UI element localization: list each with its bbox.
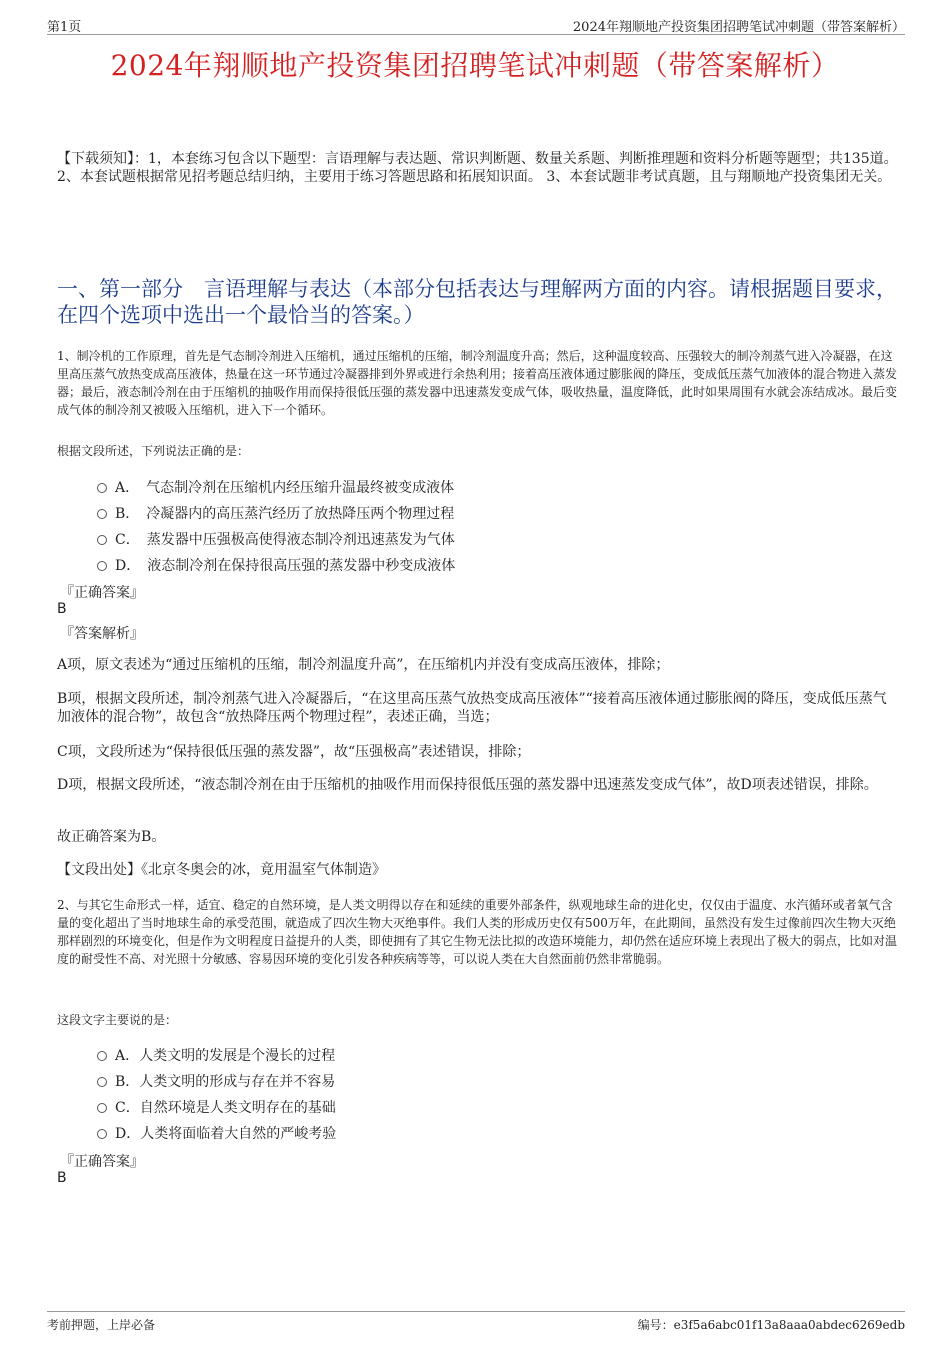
radio-icon[interactable] — [97, 1103, 107, 1113]
section-heading: 一、第一部分 言语理解与表达（本部分包括表达与理解两方面的内容。请根据题目要求，在四个选项中选出一个最恰当的答案。） — [57, 277, 897, 327]
download-notice: 【下载须知】：1，本套练习包含以下题型：言语理解与表达题、常识判断题、数量关系题、判断推理题和资料分析题等题型；共135道。 2、本套试题根据常见招考题总结归纳，主要用于练习答题思路和拓展知识面。 3、本套试题非考试真题，且与翔顺地产投资集团无关。 — [57, 151, 898, 185]
question-1-analysis-label: 『答案解析』 — [60, 626, 144, 642]
question-1-analysis-b: B项，根据文段所述，制冷剂蒸气进入冷凝器后，“在这里高压蒸气放热变成高压液体”“接着高压液体通过膨胀阀的降压，变成低压蒸气加液体的混合物”，故包含“放热降压两个物理过程”，表述正确，当选； — [57, 691, 887, 725]
question-1-analysis-c: C项，文段所述为“保持很低压强的蒸发器”，故“压强极高”表述错误，排除； — [57, 744, 531, 760]
question-2-answer-label: 『正确答案』 — [60, 1154, 144, 1170]
question-2-stem: 这段文字主要说的是： — [57, 1013, 178, 1027]
page-header — [47, 14, 905, 35]
question-2-option-a[interactable]: A．人类文明的发展是个漫长的过程 — [97, 1045, 335, 1065]
question-1-stem: 根据文段所述，下列说法正确的是： — [57, 444, 250, 458]
question-1-option-c[interactable]: C． 蒸发器中压强极高使得液态制冷剂迅速蒸发为气体 — [97, 529, 455, 549]
question-2-option-d[interactable]: D．人类将面临着大自然的严峻考验 — [97, 1123, 336, 1143]
question-1-analysis-a: A项，原文表述为“通过压缩机的压缩，制冷剂温度升高”，在压缩机内并没有变成高压液体，排除； — [57, 657, 670, 673]
footer-slogan: 考前押题，上岸必备 — [47, 1318, 156, 1332]
document-title: 2024年翔顺地产投资集团招聘笔试冲刺题（带答案解析） — [110, 49, 840, 82]
question-1-option-a[interactable]: A． 气态制冷剂在压缩机内经压缩升温最终被变成液体 — [97, 477, 454, 497]
question-2-option-c[interactable]: C．自然环境是人类文明存在的基础 — [97, 1097, 336, 1117]
question-1-analysis-d: D项，根据文段所述，“液态制冷剂在由于压缩机的抽吸作用而保持很低压强的蒸发器中迅速蒸发变成气体”，故D项表述错误，排除。 — [57, 777, 878, 793]
question-1-answer: B — [57, 601, 67, 617]
radio-icon[interactable] — [97, 1051, 107, 1061]
page-number: 第1页 — [47, 20, 82, 35]
question-1-answer-label: 『正确答案』 — [60, 585, 144, 601]
radio-icon[interactable] — [97, 1077, 107, 1087]
page-footer — [47, 1311, 905, 1332]
question-1-conclusion: 故正确答案为B。 — [57, 829, 166, 845]
header-doc-title: 2024年翔顺地产投资集团招聘笔试冲刺题（带答案解析） — [572, 20, 905, 35]
radio-icon[interactable] — [97, 1129, 107, 1139]
question-2-answer: B — [57, 1170, 67, 1186]
footer-serial: 编号：e3f5a6abc01f13a8aaa0abdec6269edb — [637, 1318, 905, 1332]
radio-icon[interactable] — [97, 535, 107, 545]
question-1-option-d[interactable]: D． 液态制冷剂在保持很高压强的蒸发器中秒变成液体 — [97, 555, 455, 575]
question-2-option-b[interactable]: B．人类文明的形成与存在并不容易 — [97, 1071, 335, 1091]
radio-icon[interactable] — [97, 561, 107, 571]
question-2-text: 2、与其它生命形式一样，适宜、稳定的自然环境，是人类文明得以存在和延续的重要外部条件，纵观地球生命的进化史，仅仅由于温度、水汽循环或者氧气含量的变化超出了当时地球生命的承受范围，就造成了四次生物大灭绝事件。我们人类的形成历史仅有500万年，在此期间，虽然没有发生过像前四次生物大灭绝那样剧烈的环境变化，但是作为文明程度日益提升的人类，即使拥有了其它生物无法比拟的改造环境能力，却仍然在适应环境上表现出了极大的弱点，比如对温度的耐受性不高、对光照十分敏感、容易因环境的变化引发各种疾病等等，可以说人类在大自然面前仍然非常脆弱。 — [57, 898, 898, 966]
question-1-text: 1、制冷机的工作原理，首先是气态制冷剂进入压缩机，通过压缩机的压缩，制冷剂温度升高；然后，这种温度较高、压强较大的制冷剂蒸气进入冷凝器，在这里高压蒸气放热变成高压液体，热量在这一环节通过冷凝器排到外界或进行余热利用；接着高压液体通过膨胀阀的降压，变成低压蒸气加液体的混合物进入蒸发器；最后，液态制冷剂在由于压缩机的抽吸作用而保持很低压强的蒸发器中迅速蒸发变成气体，吸收热量，温度降低，此时如果周围有水就会冻结成冰。最后变成气体的制冷剂又被吸入压缩机，进入下一个循环。 — [57, 349, 898, 417]
question-1-option-b[interactable]: B． 冷凝器内的高压蒸汽经历了放热降压两个物理过程 — [97, 503, 454, 523]
radio-icon[interactable] — [97, 483, 107, 493]
radio-icon[interactable] — [97, 509, 107, 519]
question-1-source: 【文段出处】《北京冬奥会的冰，竟用温室气体制造》 — [57, 862, 386, 878]
